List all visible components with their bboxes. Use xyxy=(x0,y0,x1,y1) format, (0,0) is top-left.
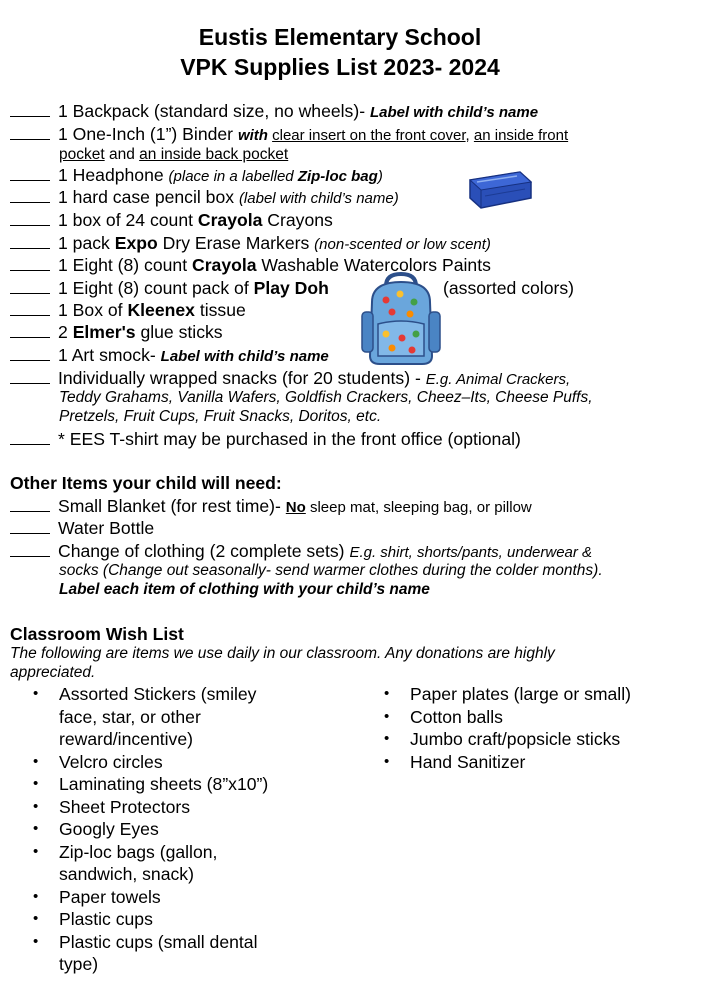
item-smock: 1 Art smock- Label with child’s name xyxy=(10,344,329,368)
other-items-heading: Other Items your child will need: xyxy=(10,473,282,493)
wish-list-item xyxy=(10,908,340,931)
wish-list-item-text: • Googly Eyes xyxy=(59,819,159,839)
wish-list-item: • Cotton balls xyxy=(361,706,701,729)
wish-list-item-text: sandwich, snack) xyxy=(59,864,194,884)
item-play-doh-colors: (assorted colors) xyxy=(443,278,575,298)
item-clothing-cont1: socks (Change out seasonally- send warmer clothes during the colder months). xyxy=(59,562,603,579)
item-headphone: 1 Headphone (place in a labelled Zip-loc bag) xyxy=(10,164,383,188)
item-binder-cont: pocket and an inside back pocket xyxy=(59,146,289,163)
checkbox-blank xyxy=(10,429,50,445)
checkbox-blank xyxy=(10,300,50,316)
wish-list-item xyxy=(10,931,340,976)
item-kleenex: 1 Box of Kleenex tissue xyxy=(10,299,246,321)
wish-list-item xyxy=(10,841,340,886)
checkbox-blank xyxy=(10,322,50,338)
item-binder: 1 One-Inch (1”) Binder with clear insert on the front cover, an inside front xyxy=(10,123,568,147)
checkbox-blank xyxy=(10,278,50,294)
checkbox-blank xyxy=(10,255,50,271)
wish-list-heading: Classroom Wish List xyxy=(10,624,184,644)
item-watercolors: 1 Eight (8) count Crayola Washable Watercolors Paints xyxy=(10,254,491,276)
wish-list-intro: The following are items we use daily in our classroom. Any donations are highly appreciated. xyxy=(10,645,555,681)
wish-list-item-text: • Sheet Protectors xyxy=(59,796,191,817)
wish-list-item-text: • Plastic cups xyxy=(59,909,153,929)
item-snacks: Individually wrapped snacks (for 20 students) - E.g. Animal Crackers, xyxy=(10,367,570,391)
wish-list-item xyxy=(10,886,340,909)
checkbox-blank xyxy=(10,496,50,512)
checkbox-blank xyxy=(10,518,50,534)
item-markers: 1 pack Expo Dry Erase Markers (non-scented or low scent) xyxy=(10,232,491,256)
wish-list-item-text: • Assorted Stickers (smiley xyxy=(59,684,257,704)
wish-list-item xyxy=(10,683,340,751)
item-crayons: 1 box of 24 count Crayola Crayons xyxy=(10,209,333,231)
item-blanket: Small Blanket (for rest time)- No sleep mat, sleeping bag, or pillow xyxy=(10,495,532,519)
wish-list-item-text: type) xyxy=(59,954,99,974)
backpack-image xyxy=(358,272,444,368)
wish-list-item-text: • Laminating sheets (8”x10”) xyxy=(59,774,269,794)
school-name: Eustis Elementary School xyxy=(198,24,482,50)
wish-list-right xyxy=(361,683,701,773)
checkbox-blank xyxy=(10,368,50,384)
item-backpack: 1 Backpack (standard size, no wheels)- Label with child’s name xyxy=(10,100,538,124)
wish-list-item-text: • Paper towels xyxy=(59,886,161,907)
item-pencil-box: 1 hard case pencil box (label with child’s name) xyxy=(10,186,399,210)
wish-list-item: • Hand Sanitizer xyxy=(361,751,701,774)
checkbox-blank xyxy=(10,233,50,249)
wish-list-item xyxy=(10,751,340,774)
wish-list-item-text: • Plastic cups (small dental xyxy=(59,931,258,952)
wish-list-item xyxy=(10,773,340,796)
checkbox-blank xyxy=(10,187,50,203)
wish-list-item-text: face, star, or other xyxy=(59,706,201,727)
wish-list-item-text: • Velcro circles xyxy=(59,751,163,772)
item-clothing: Change of clothing (2 complete sets) E.g. shirt, shorts/pants, underwear & xyxy=(10,540,592,564)
item-water-bottle: Water Bottle xyxy=(10,517,154,539)
item-snacks-cont1: Teddy Grahams, Vanilla Wafers, Goldfish Crackers, Cheez–Its, Cheese Puffs, xyxy=(59,389,593,406)
checkbox-blank xyxy=(10,124,50,140)
item-tshirt: * EES T-shirt may be purchased in the front office (optional) xyxy=(10,428,521,450)
wish-list-item-text: reward/incentive) xyxy=(59,729,193,749)
wish-list-item xyxy=(10,796,340,819)
checkbox-blank xyxy=(10,165,50,181)
item-snacks-cont2: Pretzels, Fruit Cups, Fruit Snacks, Doritos, etc. xyxy=(59,408,382,425)
checkbox-blank xyxy=(10,101,50,117)
checkbox-blank xyxy=(10,541,50,557)
checkbox-blank xyxy=(10,345,50,361)
item-clothing-cont2: Label each item of clothing with your child’s name xyxy=(59,581,430,598)
wish-list-item: • Jumbo craft/popsicle sticks xyxy=(361,728,701,751)
wish-list-item xyxy=(10,818,340,841)
wish-list-left xyxy=(10,683,340,976)
item-glue: 2 Elmer's glue sticks xyxy=(10,321,223,343)
checkbox-blank xyxy=(10,210,50,226)
pencil-box-image xyxy=(465,168,535,213)
item-play-doh: 1 Eight (8) count pack of Play Doh xyxy=(10,277,329,299)
list-title: VPK Supplies List 2023- 2024 xyxy=(180,54,500,80)
wish-list-item-text: • Zip-loc bags (gallon, xyxy=(59,841,218,862)
wish-list-item: • Paper plates (large or small) xyxy=(361,683,701,706)
